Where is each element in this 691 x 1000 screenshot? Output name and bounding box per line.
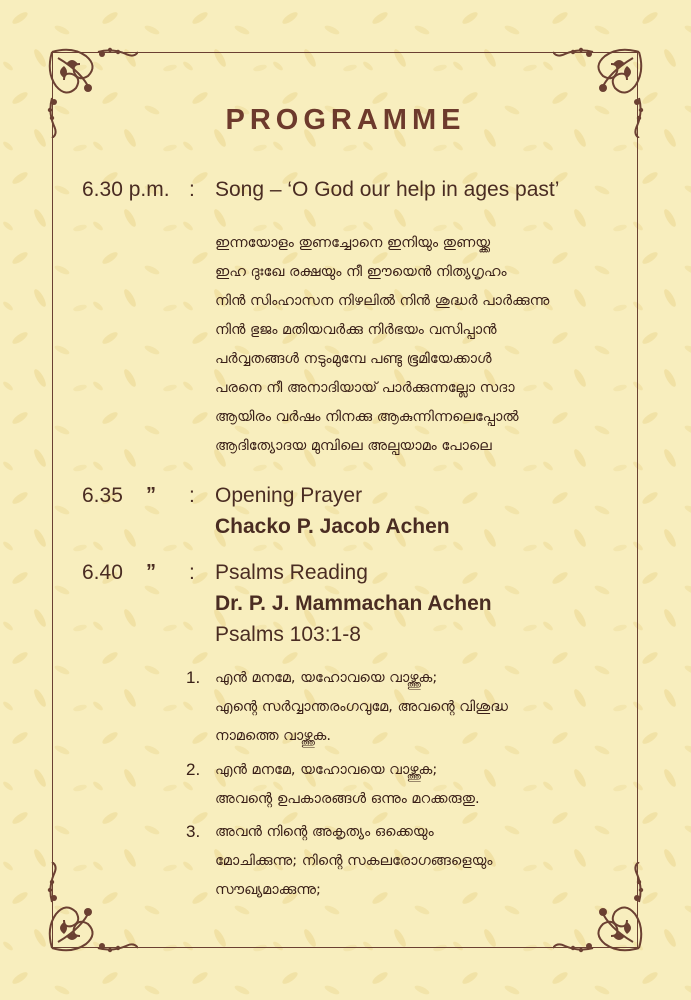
hymn-line: ഇന്നയോളം തുണച്ചോനെ ഇനിയും തുണയ്ക്ക: [215, 235, 491, 251]
item-3-title: Psalms Reading: [215, 561, 368, 584]
hymn-line: ആയിരം വർഷം നിനക്കു ആകുന്നിന്നലെപ്പോൽ: [215, 409, 519, 425]
item-2-person: Chacko P. Jacob Achen: [215, 515, 450, 538]
verse-line: മോചിക്കുന്നു; നിന്റെ സകലരോഗങ്ങളെയും: [215, 853, 493, 869]
item-3-colon: :: [189, 561, 195, 584]
verse-line: അവൻ നിന്റെ അകൃത്യം ഒക്കെയും: [215, 824, 434, 840]
hymn-line: നിൻ ഭുജം മതിയവർക്കു നിർഭയം വസിപ്പാൻ: [215, 322, 497, 338]
hymn-line: ഇഹ ദുഃഖേ രക്ഷയും നീ ഈയെൻ നിത്യഗൃഹം: [215, 264, 507, 280]
item-1-colon: :: [189, 178, 195, 201]
hymn-line: പരനെ നീ അനാദിയായ് പാർക്കുന്നല്ലോ സദാ: [215, 380, 515, 396]
item-1-title: Song – ‘O God our help in ages past’: [215, 178, 560, 201]
page-title: PROGRAMME: [225, 104, 466, 136]
hymn-line: നിൻ സിംഹാസന നിഴലിൽ നിൻ ശുദ്ധർ പാർക്കുന്നു: [215, 293, 550, 309]
ornament-corner-bottom-left: [42, 862, 138, 958]
item-3-reference: Psalms 103:1-8: [215, 623, 361, 646]
hymn-line: ആദിത്യോദയ മുമ്പിലെ അല്പയാമം പോലെ: [215, 438, 492, 454]
item-3-time: 6.40: [82, 561, 123, 584]
verse-1-number: 1.: [186, 668, 201, 687]
verse-line: എൻ മനമേ, യഹോവയെ വാഴ്ത്തുക;: [215, 762, 438, 778]
item-3-ditto-mark: ”: [146, 561, 156, 583]
item-2-title: Opening Prayer: [215, 484, 363, 507]
verse-line: സൗഖ്യമാക്കുന്നു;: [215, 882, 321, 898]
item-3-person: Dr. P. J. Mammachan Achen: [215, 592, 492, 615]
verse-line: അവന്റെ ഉപകാരങ്ങൾ ഒന്നും മറക്കരുതു.: [215, 791, 480, 807]
verse-2-number: 2.: [186, 760, 201, 779]
verse-line: എൻ മനമേ, യഹോവയെ വാഴ്ത്തുക;: [215, 670, 438, 686]
item-2-ditto-mark: ”: [146, 484, 156, 506]
item-2-time: 6.35: [82, 484, 123, 507]
verse-line: എന്റെ സർവ്വാന്തരംഗവുമേ, അവന്റെ വിശുദ്ധ: [215, 699, 508, 715]
item-1-time: 6.30 p.m.: [82, 178, 170, 201]
hymn-line: പർവ്വതങ്ങൾ നടുംമുമ്പേ പണ്ടു ഭൂമിയേക്കാൾ: [215, 351, 492, 367]
verse-line: നാമത്തെ വാഴ്ത്തുക.: [215, 728, 331, 744]
ornament-corner-bottom-right: [553, 862, 649, 958]
verse-3-number: 3.: [186, 822, 201, 841]
item-2-colon: :: [189, 484, 195, 507]
